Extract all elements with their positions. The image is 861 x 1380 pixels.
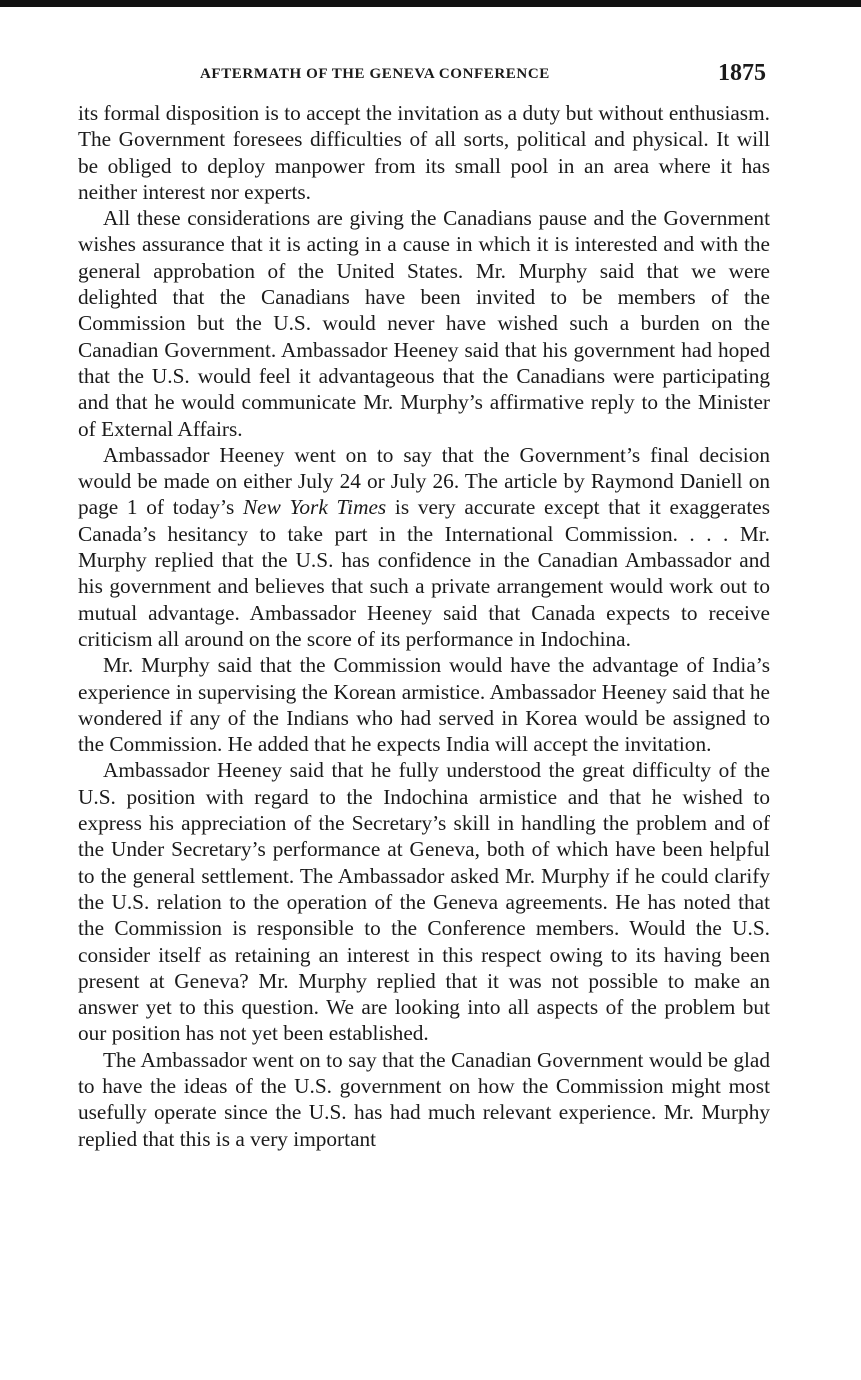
paragraph-canadian-government: The Ambassador went on to say that the Canadian Government would be glad to have the ideas of the U.S. government on how the Commission might most usefully operate since the U.S. has had much relevant experience. Mr. Murphy replied that this is a very important <box>78 1047 770 1151</box>
body-text <box>78 100 770 1152</box>
paragraph-text: Ambassador Heeney went on to say that the Government’s final decision would be made on either July 24 or July 26. The article by Raymond Daniell on page 1 of today’s <box>78 442 770 520</box>
paragraph-continued: its formal disposition is to accept the invitation as a duty but without enthusiasm. The Government foresees difficulties of all sorts, political and physical. It will be obliged to deploy manpower from its small pool in an area where it has neither interest nor experts. <box>78 101 770 204</box>
running-head <box>200 60 766 90</box>
paragraph-final-decision <box>78 442 770 652</box>
top-border-rule <box>0 0 861 7</box>
page-number: 1875 <box>718 60 766 86</box>
paragraph-us-position: Ambassador Heeney said that he fully understood the great difficulty of the U.S. position with regard to the Indochina armistice and that he wished to express his appreciation of the Secretary’s skill in handling the problem and of the Under Secretary’s performance at Geneva, both of which have been helpful to the general settlement. The Ambassador asked Mr. Murphy if he could clarify the U.S. relation to the operation of the Geneva agreements. He has noted that the Commission is responsible to the Conference members. Would the U.S. consider itself as retaining an interest in this respect owing to its having been present at Geneva? Mr. Murphy replied that it was not possible to make an answer yet to this question. We are looking into all aspects of the problem but our position has not yet been established. <box>78 758 770 1046</box>
newspaper-title: New York Times <box>242 495 387 520</box>
running-title: AFTERMATH OF THE GENEVA CONFERENCE <box>200 66 550 82</box>
paragraph-india-experience: Mr. Murphy said that the Commission would have the advantage of India’s experience in supervising the Korean armistice. Ambassador Heeney said that he wondered if any of the Indians who had served in Korea would be assigned to the Commission. He added that he expects India will accept the invitation. <box>78 653 770 757</box>
paragraph-considerations: All these considerations are giving the Canadians pause and the Government wishes assurance that it is acting in a cause in which it is interested and with the general approbation of the United States. Mr. Murphy said that we were delighted that the Canadians have been invited to be members of the Commission but the U.S. would never have wished such a burden on the Canadian Government. Ambassador Heeney said that his government had hoped that the U.S. would feel it advantageous that the Canadians were participating and that he would communicate Mr. Murphy’s affirmative reply to the Minister of External Affairs. <box>78 206 770 441</box>
paragraph-text: is very accurate except that it exaggerates Canada’s hesitancy to take part in the International Commission. . . . Mr. Murphy replied that the U.S. has confidence in the Canadian Ambassador and his government and believes that such a private arrangement would work out to mutual advantage. Ambassador Heeney said that Canada expects to receive criticism all around on the score of its performance in Indochina. <box>78 495 770 651</box>
